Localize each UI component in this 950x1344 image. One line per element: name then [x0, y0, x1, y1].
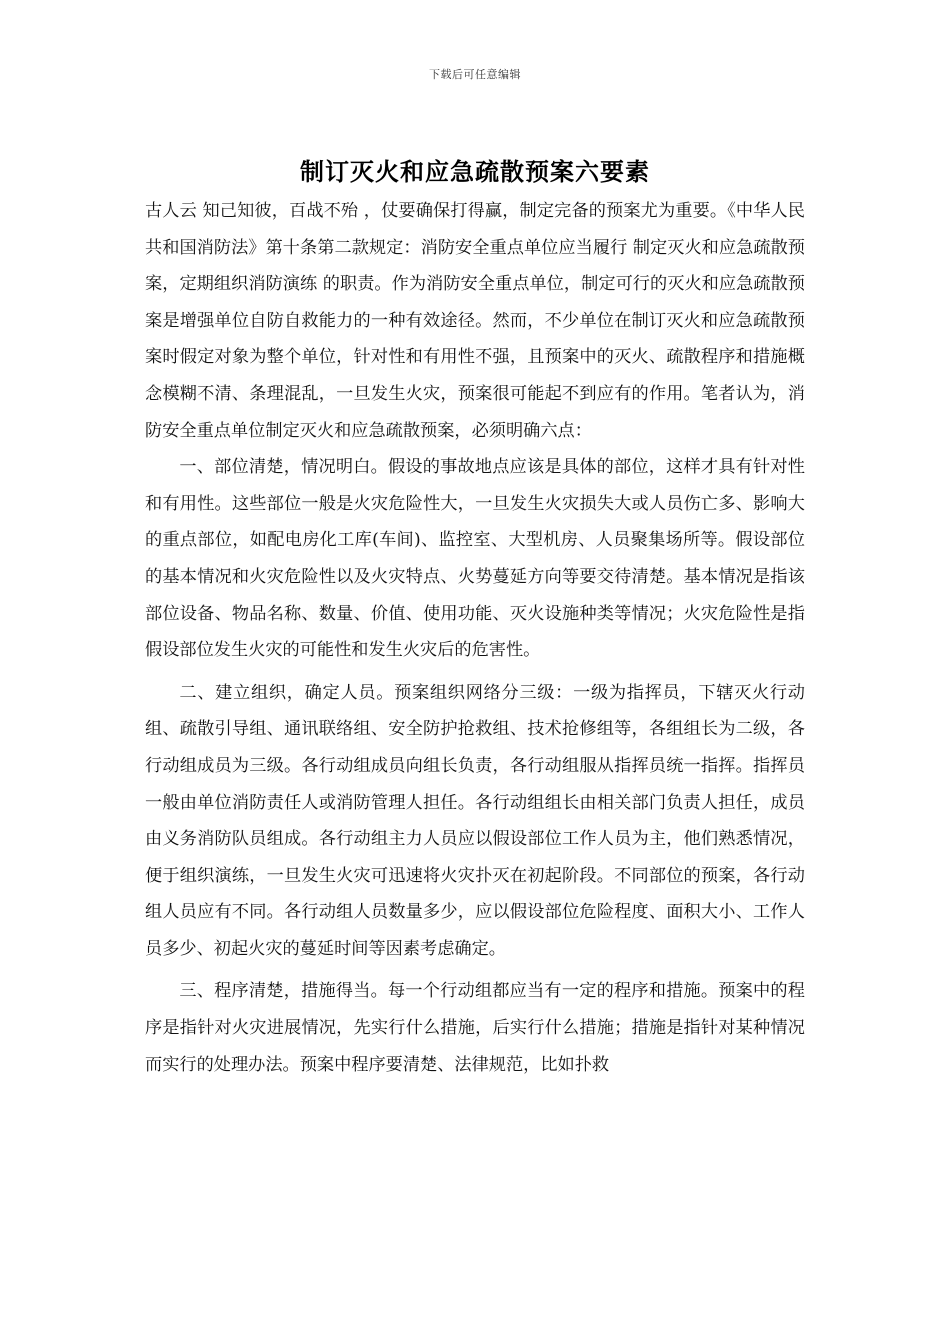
- intro-paragraph: 古人云 知己知彼，百战不殆 ，仗要确保打得赢，制定完备的预案尤为重要。《中华人民共和国消防法》第十条第二款规定：消防安全重点单位应当履行 制定灭火和应急疏散预案，定期组织消防演练 的职责。作为消防安全重点单位，制定可行的灭火和应急疏散预案是增强单位自防自救能力的一种有效途径。然而，不少单位在制订灭火和应急疏散预案时假定对象为整个单位，针对性和有用性不强，且预案中的灭火、疏散程序和措施概念模糊不清、条理混乱，一旦发生火灾，预案很可能起不到应有的作用。笔者认为，消防安全重点单位制定灭火和应急疏散预案，必须明确六点：: [145, 201, 805, 441]
- header-note: 下载后可任意编辑: [429, 68, 521, 81]
- document-title: 制订灭火和应急疏散预案六要素: [300, 157, 650, 186]
- document-body: [145, 193, 805, 1083]
- section-1-paragraph: 一、部位清楚，情况明白。假设的事故地点应该是具体的部位，这样才具有针对性和有用性。这些部位一般是火灾危险性大，一旦发生火灾损失大或人员伤亡多、影响大的重点部位，如配电房化工库(车间)、监控室、大型机房、人员聚集场所等。假设部位的基本情况和火灾危险性以及火灾特点、火势蔓延方向等要交待清楚。基本情况是指该部位设备、物品名称、数量、价值、使用功能、灭火设施种类等情况；火灾危险性是指假设部位发生火灾的可能性和发生火灾后的危害性。: [145, 457, 805, 661]
- section-3-paragraph: 三、程序清楚，措施得当。每一个行动组都应当有一定的程序和措施。预案中的程序是指针对火灾进展情况，先实行什么措施，后实行什么措施；措施是指针对某种情况而实行的处理办法。预案中程序要清楚、法律规范，比如扑救: [145, 981, 805, 1075]
- section-2-paragraph: 二、建立组织，确定人员。预案组织网络分三级：一级为指挥员，下辖灭火行动组、疏散引导组、通讯联络组、安全防护抢救组、技术抢修组等，各组组长为二级，各行动组成员为三级。各行动组成员向组长负责，各行动组服从指挥员统一指挥。指挥员一般由单位消防责任人或消防管理人担任。各行动组组长由相关部门负责人担任，成员由义务消防队员组成。各行动组主力人员应以假设部位工作人员为主，他们熟悉情况，便于组织演练，一旦发生火灾可迅速将火灾扑灭在初起阶段。不同部位的预案，各行动组人员应有不同。各行动组人员数量多少，应以假设部位危险程度、面积大小、工作人员多少、初起火灾的蔓延时间等因素考虑确定。: [145, 682, 805, 959]
